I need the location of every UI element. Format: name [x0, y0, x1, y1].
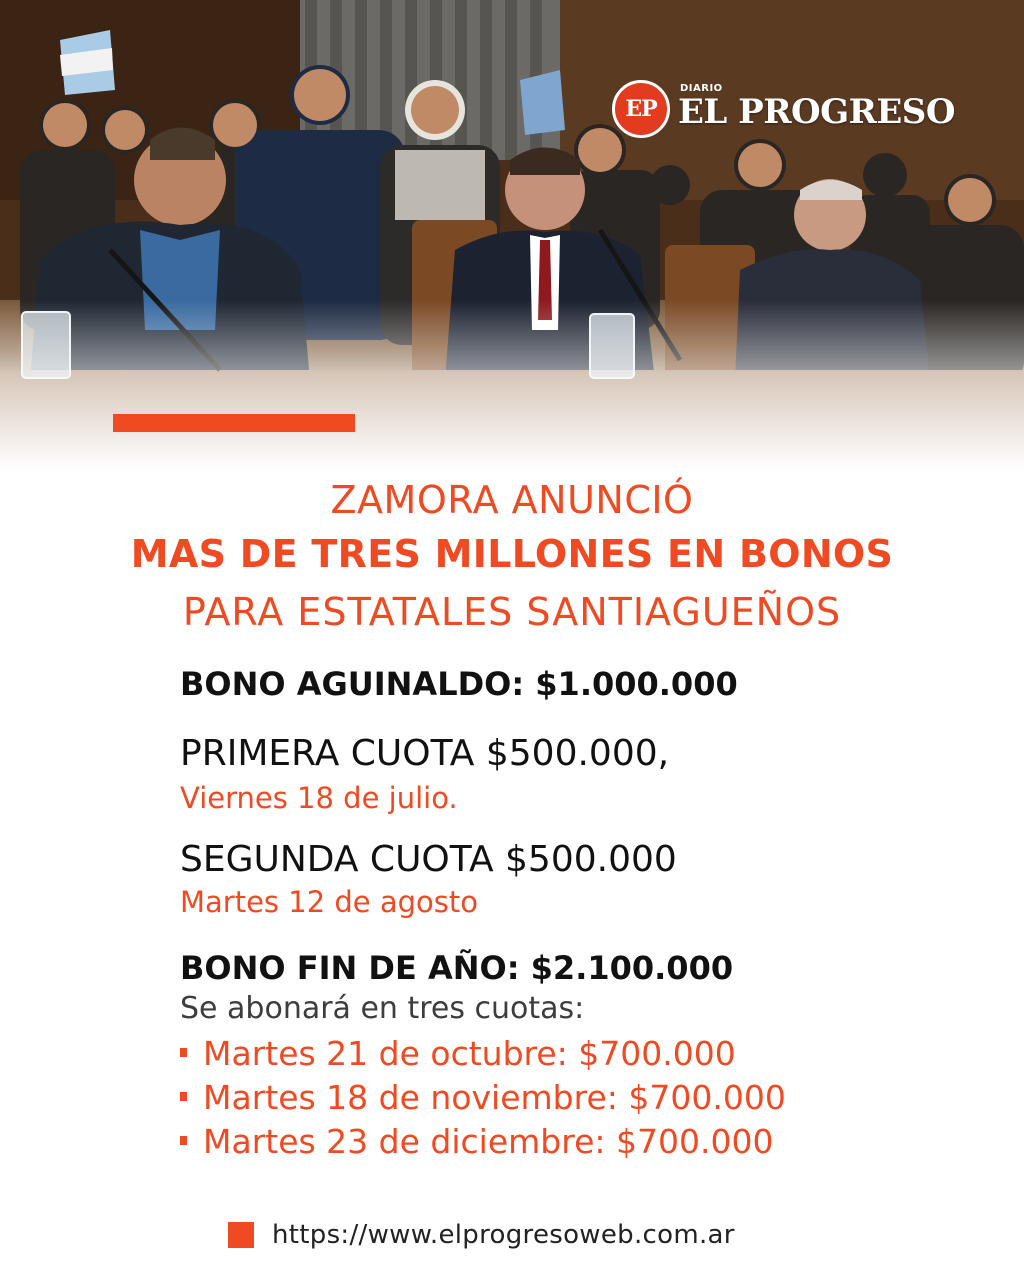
headline-line-3: PARA ESTATALES SANTIAGUEÑOS [182, 590, 842, 634]
primera-cuota: PRIMERA CUOTA $500.000, [180, 733, 670, 774]
segunda-fecha: Martes 12 de agosto [180, 885, 478, 919]
website-link[interactable]: https://www.elprogresoweb.com.ar [272, 1220, 735, 1250]
list-item [180, 1120, 786, 1164]
cuotas-list [180, 1032, 786, 1164]
list-item [180, 1076, 786, 1120]
segunda-cuota: SEGUNDA CUOTA $500.000 [180, 839, 677, 880]
logo-badge: EP [612, 80, 670, 138]
bono-fin-de-anio: BONO FIN DE AÑO: $2.100.000 [180, 949, 734, 987]
headline-line-2: MAS DE TRES MILLONES EN BONOS [130, 532, 894, 576]
bullet-icon [180, 1092, 187, 1101]
cuota-text: Martes 23 de diciembre: $700.000 [203, 1122, 774, 1161]
abonara-text: Se abonará en tres cuotas: [180, 991, 585, 1026]
bullet-icon [180, 1136, 187, 1145]
footer [228, 1220, 735, 1250]
el-progreso-logo [612, 80, 955, 138]
logo-text [678, 83, 955, 132]
logo-name: EL PROGRESO [678, 92, 955, 132]
accent-bar [113, 414, 355, 432]
square-icon [228, 1222, 254, 1248]
bullet-icon [180, 1048, 187, 1057]
hero-photo [0, 0, 1024, 470]
cuota-text: Martes 18 de noviembre: $700.000 [203, 1078, 786, 1117]
photo-fade-overlay [0, 300, 1024, 470]
list-item [180, 1032, 786, 1076]
logo-diario: DIARIO [680, 83, 723, 94]
headline-line-1: ZAMORA ANUNCIÓ [330, 478, 694, 522]
primera-fecha: Viernes 18 de julio. [180, 781, 458, 815]
cuota-text: Martes 21 de octubre: $700.000 [203, 1034, 736, 1073]
bono-aguinaldo: BONO AGUINALDO: $1.000.000 [180, 665, 738, 703]
